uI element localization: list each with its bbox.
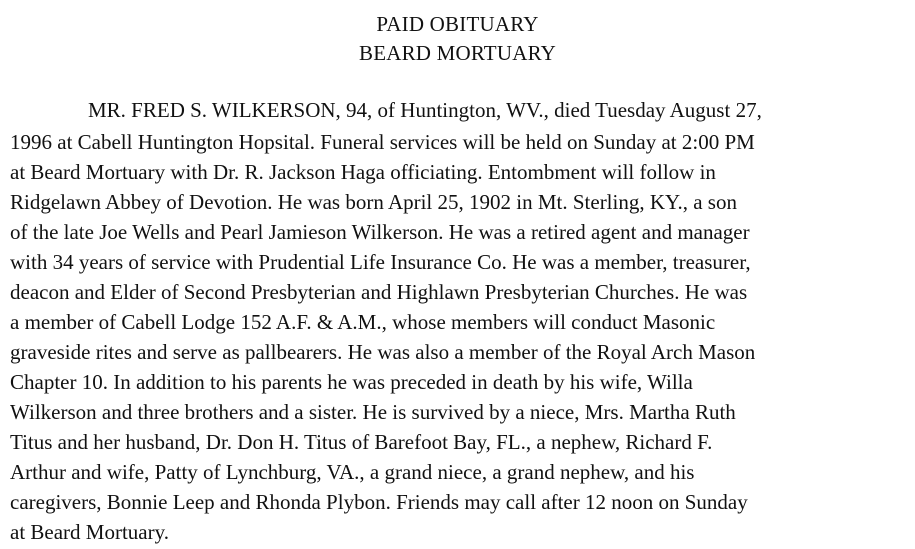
body-line: Chapter 10. In addition to his parents he was preceded in death by his wife, Willa — [10, 370, 693, 394]
body-line: of the late Joe Wells and Pearl Jamieson Wilkerson. He was a retired agent and manager — [10, 220, 750, 244]
body-line: Titus and her husband, Dr. Don H. Titus of Barefoot Bay, FL., a nephew, Richard F. — [10, 430, 713, 454]
document-subtitle: BEARD MORTUARY — [359, 41, 556, 65]
body-line: at Beard Mortuary. — [10, 520, 169, 544]
body-line: Ridgelawn Abbey of Devotion. He was born April 25, 1902 in Mt. Sterling, KY., a son — [10, 190, 737, 214]
body-line: caregivers, Bonnie Leep and Rhonda Plybon. Friends may call after 12 noon on Sunday — [10, 490, 748, 514]
body-line: MR. FRED S. WILKERSON, 94, of Huntington, WV., died Tuesday August 27, — [88, 98, 762, 122]
body-line: at Beard Mortuary with Dr. R. Jackson Haga officiating. Entombment will follow in — [10, 160, 716, 184]
body-line: a member of Cabell Lodge 152 A.F. & A.M., whose members will conduct Masonic — [10, 310, 716, 334]
body-line: graveside rites and serve as pallbearers. He was also a member of the Royal Arch Mason — [10, 340, 756, 364]
body-line: with 34 years of service with Prudential Life Insurance Co. He was a member, treasurer, — [10, 250, 751, 274]
document-title: PAID OBITUARY — [376, 12, 539, 36]
body-line: Arthur and wife, Patty of Lynchburg, VA., a grand niece, a grand nephew, and his — [10, 460, 695, 484]
body-line: 1996 at Cabell Huntington Hopsital. Funeral services will be held on Sunday at 2:00 PM — [10, 130, 755, 154]
body-line: deacon and Elder of Second Presbyterian and Highlawn Presbyterian Churches. He was — [10, 280, 748, 304]
body-line: Wilkerson and three brothers and a sister. He is survived by a niece, Mrs. Martha Ruth — [10, 400, 736, 424]
